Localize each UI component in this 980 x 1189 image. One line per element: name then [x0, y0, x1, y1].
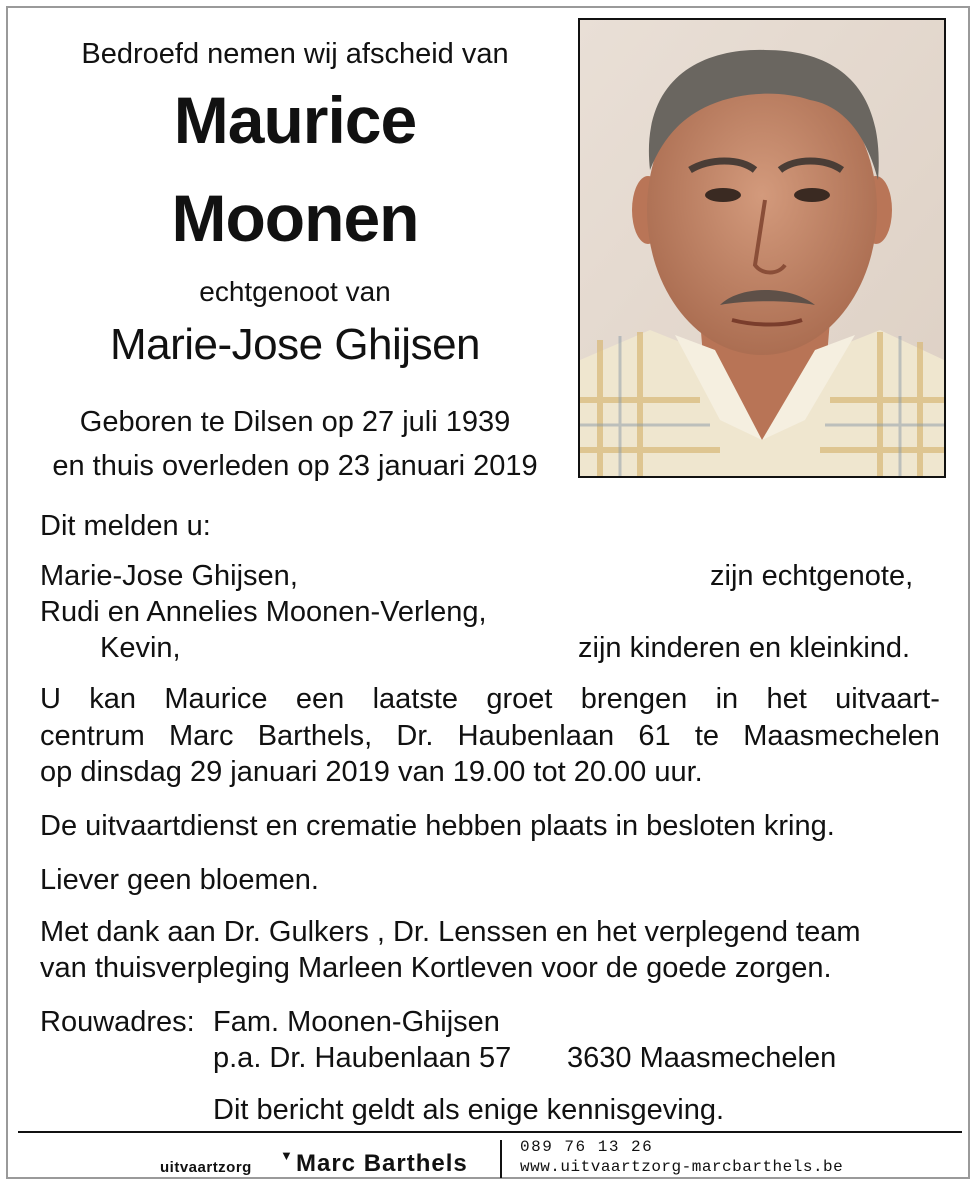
- family-row-3-relation: zijn kinderen en kleinkind.: [578, 632, 911, 664]
- address-city: 3630 Maasmechelen: [567, 1042, 837, 1074]
- family-row-1-relation: zijn echtgenote,: [710, 560, 914, 592]
- service-text: De uitvaartdienst en crematie hebben plaats in besloten kring.: [40, 810, 835, 842]
- logo-subtitle: uitvaartzorg: [160, 1159, 252, 1176]
- notice-text: Dit bericht geldt als enige kennisgeving.: [213, 1094, 725, 1126]
- address-name: Fam. Moonen-Ghijsen: [213, 1006, 500, 1038]
- spouse-name: Marie-Jose Ghijsen: [109, 320, 481, 369]
- address-label: Rouwadres:: [40, 1006, 195, 1038]
- word: het: [766, 683, 807, 715]
- word: Haubenlaan: [457, 720, 615, 752]
- visitation-line-1: [40, 683, 940, 716]
- word: U: [40, 683, 61, 715]
- deceased-last-name: Moonen: [171, 181, 419, 255]
- family-row-3-name: Kevin,: [100, 632, 181, 664]
- word: Dr.: [396, 720, 434, 752]
- thanks-line-2: van thuisverpleging Marleen Kortleven voor de goede zorgen.: [40, 952, 832, 984]
- logo-separator: [500, 1140, 502, 1178]
- family-intro: Dit melden u:: [40, 510, 211, 542]
- word: kan: [89, 683, 137, 715]
- birth-line: Geboren te Dilsen op 27 juli 1939: [79, 406, 511, 438]
- website-link[interactable]: www.uitvaartzorg-marcbarthels.be: [520, 1158, 844, 1176]
- address-street: p.a. Dr. Haubenlaan 57: [213, 1042, 512, 1074]
- visitation-line-2: [40, 720, 940, 753]
- logo-name: Marc Barthels: [296, 1150, 468, 1177]
- word: uitvaart-: [835, 683, 940, 715]
- family-row-2-name: Rudi en Annelies Moonen-Verleng,: [40, 596, 487, 628]
- portrait-illustration: [580, 20, 944, 476]
- death-line: en thuis overleden op 23 januari 2019: [52, 450, 538, 482]
- word: te: [694, 720, 720, 752]
- visitation-line-3: op dinsdag 29 januari 2019 van 19.00 tot 20.00 uur.: [40, 756, 703, 788]
- word: 61: [638, 720, 671, 752]
- flowers-text: Liever geen bloemen.: [40, 864, 319, 896]
- spouse-label: echtgenoot van: [199, 276, 391, 307]
- family-row-1-name: Marie-Jose Ghijsen,: [40, 560, 298, 592]
- footer-divider: [18, 1131, 962, 1133]
- word: laatste: [372, 683, 459, 715]
- thanks-line-1: Met dank aan Dr. Gulkers , Dr. Lenssen en het verplegend team: [40, 916, 861, 948]
- word: groet: [486, 683, 553, 715]
- triangle-down-icon: ▼: [280, 1148, 293, 1163]
- deceased-first-name: Maurice: [173, 83, 417, 157]
- word: Marc: [169, 720, 234, 752]
- intro-text: Bedroefd nemen wij afscheid van: [81, 38, 509, 70]
- word: brengen: [580, 683, 688, 715]
- word: Barthels,: [257, 720, 373, 752]
- word: Maurice: [164, 683, 268, 715]
- word: Maasmechelen: [743, 720, 940, 752]
- phone-number: 089 76 13 26: [520, 1138, 654, 1156]
- word: in: [715, 683, 739, 715]
- word: een: [295, 683, 345, 715]
- portrait-photo: [578, 18, 946, 478]
- word: centrum: [40, 720, 145, 752]
